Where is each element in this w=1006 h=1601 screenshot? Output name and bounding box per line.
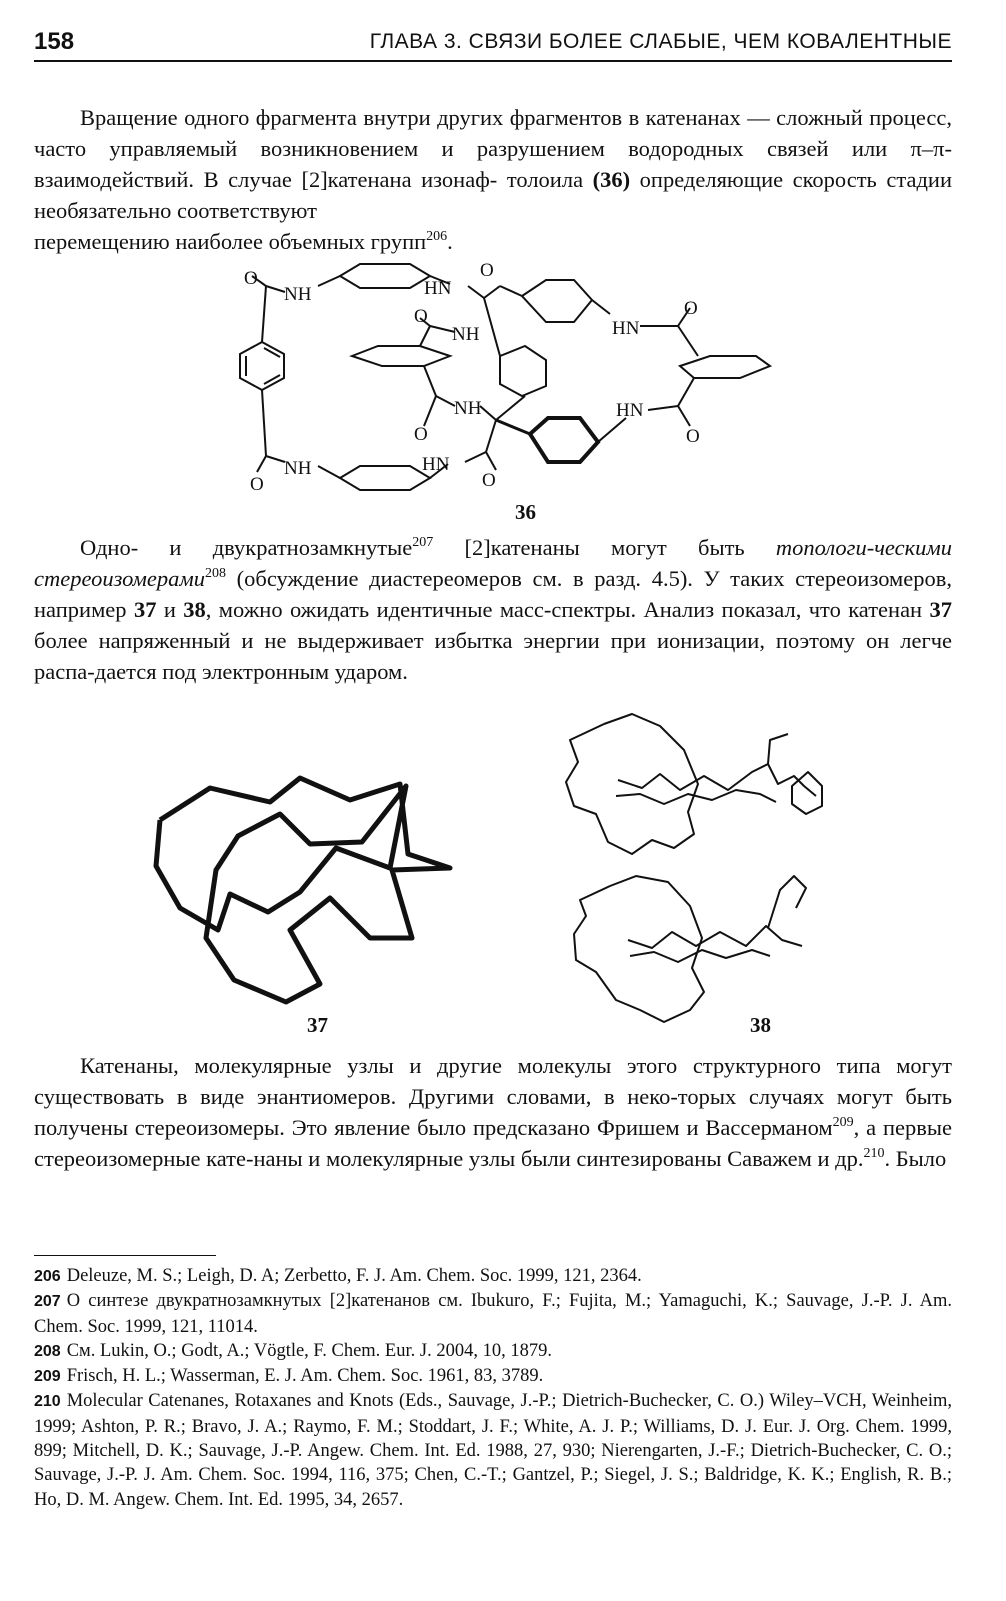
atom-label: HN — [616, 400, 644, 421]
figure-38-catenane-drawing — [556, 710, 826, 1034]
atom-label: O — [482, 470, 496, 491]
footnote-207: 207 О синтезе двукратнозамкнутых [2]катенанов см. Ibukuro, F.; Fujita, M.; Yamaguchi, K.; Sauvage, J.-P. J. Am. Chem. Soc. 1999, 121, 11014. — [34, 1291, 952, 1337]
footnote-209: 209 Frisch, H. L.; Wasserman, E. J. Am. Chem. Soc. 1961, 83, 3789. — [34, 1366, 544, 1387]
page-header — [34, 26, 952, 62]
paragraph-1: Вращение одного фрагмента внутри других фрагментов в катенанах — сложный процесс, часто управляемый возникновением и разрушением водородных связей или π–π-взаимодействий. В случае [2]катенана изонаф- толоила (36) определяющие скорость стадии необязательно соответствуют перемещению наиболее объемных групп$^{206}$. — [34, 105, 953, 254]
figure-36-catenane-structure — [200, 256, 800, 524]
atom-label: NH — [284, 284, 312, 305]
footnote-208: 208 См. Lukin, O.; Godt, A.; Vögtle, F. Chem. Eur. J. 2004, 10, 1879. — [34, 1340, 552, 1361]
footnote-206: 206 Deleuze, M. S.; Leigh, D. A; Zerbetto, F. J. Am. Chem. Soc. 1999, 121, 2364. — [34, 1266, 642, 1286]
figure-37-knot-drawing — [150, 770, 460, 1010]
atom-label: NH — [454, 398, 482, 419]
atom-label: O — [414, 424, 428, 445]
atom-label: O — [686, 426, 700, 447]
paragraph-2: Одно- и двукратнозамкнутые$^{207}$ [2]катенаны могут быть топологи-ческими стереоизомерами$^{208}$ (обсуждение диастереомеров см. в разд. 4.5). У таких стереоизомеров, например 37 и 38, можно ожидать идентичные масс-спектры. Анализ показал, что катенан 37 более напряженный и не выдерживает избытка энергии при ионизации, поэтому он легче распа-дается под электронным ударом. — [34, 535, 952, 684]
atom-label: O — [244, 268, 258, 289]
paragraph-3: Катенаны, молекулярные узлы и другие молекулы этого структурного типа могут существовать в виде энантиомеров. Другими словами, в неко-торых случаях могут быть получены стереоизомеры. Это явление было предсказано Фришем и Вассерманом$^{209}$, а первые стереоизомерные кате-наны и молекулярные узлы были синтезированы Саважем и др.$^{210}$. Было — [34, 1053, 952, 1171]
page-number: 158 — [34, 28, 75, 55]
atom-label: HN — [612, 318, 640, 339]
atom-label: HN — [424, 278, 452, 299]
atom-label: O — [414, 306, 428, 327]
atom-label: O — [250, 474, 264, 495]
footnotes — [34, 1264, 952, 1512]
atom-label: O — [480, 260, 494, 281]
figure-38-label: 38 — [750, 1013, 771, 1037]
footnote-rule — [34, 1255, 216, 1256]
footnote-210: 210 Molecular Catenanes, Rotaxanes and Knots (Eds., Sauvage, J.-P.; Dietrich-Buchecker, C. O.) Wiley–VCH, Weinheim, 1999; Ashton, P. R.; Bravo, J. A.; Raymo, F. M.; Stoddart, J. F.; White, A. J. P.; Williams, D. J. Eur. J. Org. Chem. 1999, 899; Mitchell, D. K.; Sauvage, J.-P. Angew. Chem. Int. Ed. 1988, 27, 930; Nierengarten, J.-F.; Dietrich-Buchecker, C. O.; Sauvage, J.-P. J. Am. Chem. Soc. 1994, 116, 375; Chen, C.-T.; Gantzel, P.; Siegel, J. S.; Baldridge, K. K.; English, R. B.; Ho, D. M. Angew. Chem. Int. Ed. 1995, 34, 2657. — [34, 1391, 952, 1510]
figure-36-label: 36 — [515, 500, 536, 524]
atom-label: NH — [284, 458, 312, 479]
atom-label: O — [684, 298, 698, 319]
atom-label: NH — [452, 324, 480, 345]
atom-label: HN — [422, 454, 450, 475]
running-title: ГЛАВА 3. СВЯЗИ БОЛЕЕ СЛАБЫЕ, ЧЕМ КОВАЛЕНТНЫЕ — [369, 30, 952, 53]
figure-37-label: 37 — [307, 1013, 328, 1037]
